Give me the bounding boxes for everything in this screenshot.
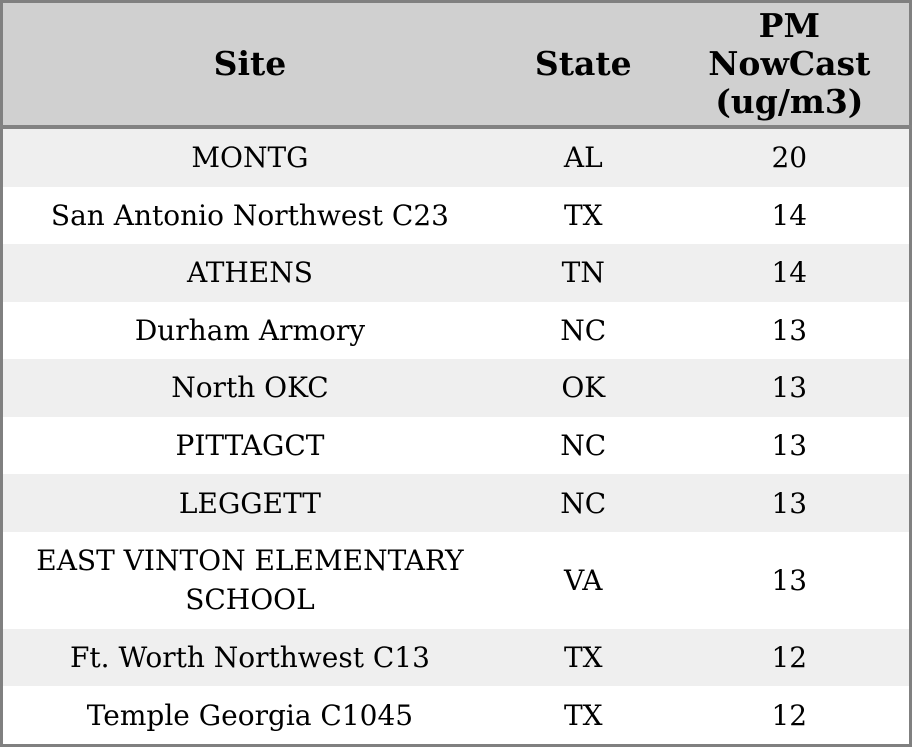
column-header-pm-line2: NowCast (708, 44, 871, 83)
cell-site (2, 187, 497, 245)
cell-site (2, 127, 497, 187)
site-name: EAST VINTON ELEMENTARY SCHOOL (36, 544, 464, 617)
column-header-pm-line3: (ug/m3) (715, 82, 864, 121)
cell-state: VA (563, 563, 603, 597)
table-row (2, 532, 911, 629)
cell-pm-nowcast: 13 (771, 429, 808, 463)
column-header-pm-line1: PM (758, 6, 820, 45)
site-name: Durham Armory (134, 313, 366, 347)
site-name: San Antonio Northwest C23 (50, 198, 449, 232)
table-row (2, 474, 911, 532)
table-row (2, 359, 911, 417)
cell-pm-nowcast: 14 (771, 198, 808, 232)
site-name: Temple Georgia C1045 (86, 698, 414, 732)
cell-site (2, 532, 497, 629)
table-row (2, 686, 911, 745)
cell-site (2, 244, 497, 302)
table-row (2, 302, 911, 360)
cell-state: OK (561, 371, 606, 405)
table-body (2, 127, 911, 746)
cell-pm-nowcast: 13 (771, 371, 808, 405)
cell-pm-nowcast: 12 (771, 641, 808, 675)
table-row (2, 127, 911, 187)
header-row (2, 2, 911, 128)
cell-pm-nowcast: 13 (771, 486, 808, 520)
cell-state: NC (560, 486, 607, 520)
column-header-state: State (497, 2, 670, 128)
cell-site (2, 359, 497, 417)
cell-site (2, 686, 497, 745)
cell-pm-nowcast: 12 (771, 698, 808, 732)
cell-pm-nowcast: 14 (771, 256, 808, 290)
site-name: PITTAGCT (175, 429, 325, 463)
table-row (2, 244, 911, 302)
cell-state: TX (563, 698, 603, 732)
table-header (2, 2, 911, 128)
cell-state: NC (560, 429, 607, 463)
cell-site (2, 629, 497, 687)
table-row (2, 629, 911, 687)
cell-pm-nowcast: 13 (771, 313, 808, 347)
cell-site (2, 417, 497, 475)
site-name: Ft. Worth Northwest C13 (69, 641, 430, 675)
table-row (2, 417, 911, 475)
table-row (2, 187, 911, 245)
cell-state: NC (560, 313, 607, 347)
cell-site (2, 474, 497, 532)
cell-site (2, 302, 497, 360)
column-header-site: Site (2, 2, 497, 128)
cell-state: TX (563, 641, 603, 675)
site-name: North OKC (171, 371, 329, 405)
site-name: ATHENS (187, 256, 313, 290)
site-name: MONTG (191, 141, 309, 175)
cell-pm-nowcast: 20 (771, 141, 808, 175)
cell-state: AL (563, 141, 603, 175)
column-header-pm-nowcast (670, 2, 911, 128)
cell-pm-nowcast: 13 (771, 563, 808, 597)
cell-state: TX (563, 198, 603, 232)
cell-state: TN (561, 256, 605, 290)
site-name: LEGGETT (178, 486, 321, 520)
